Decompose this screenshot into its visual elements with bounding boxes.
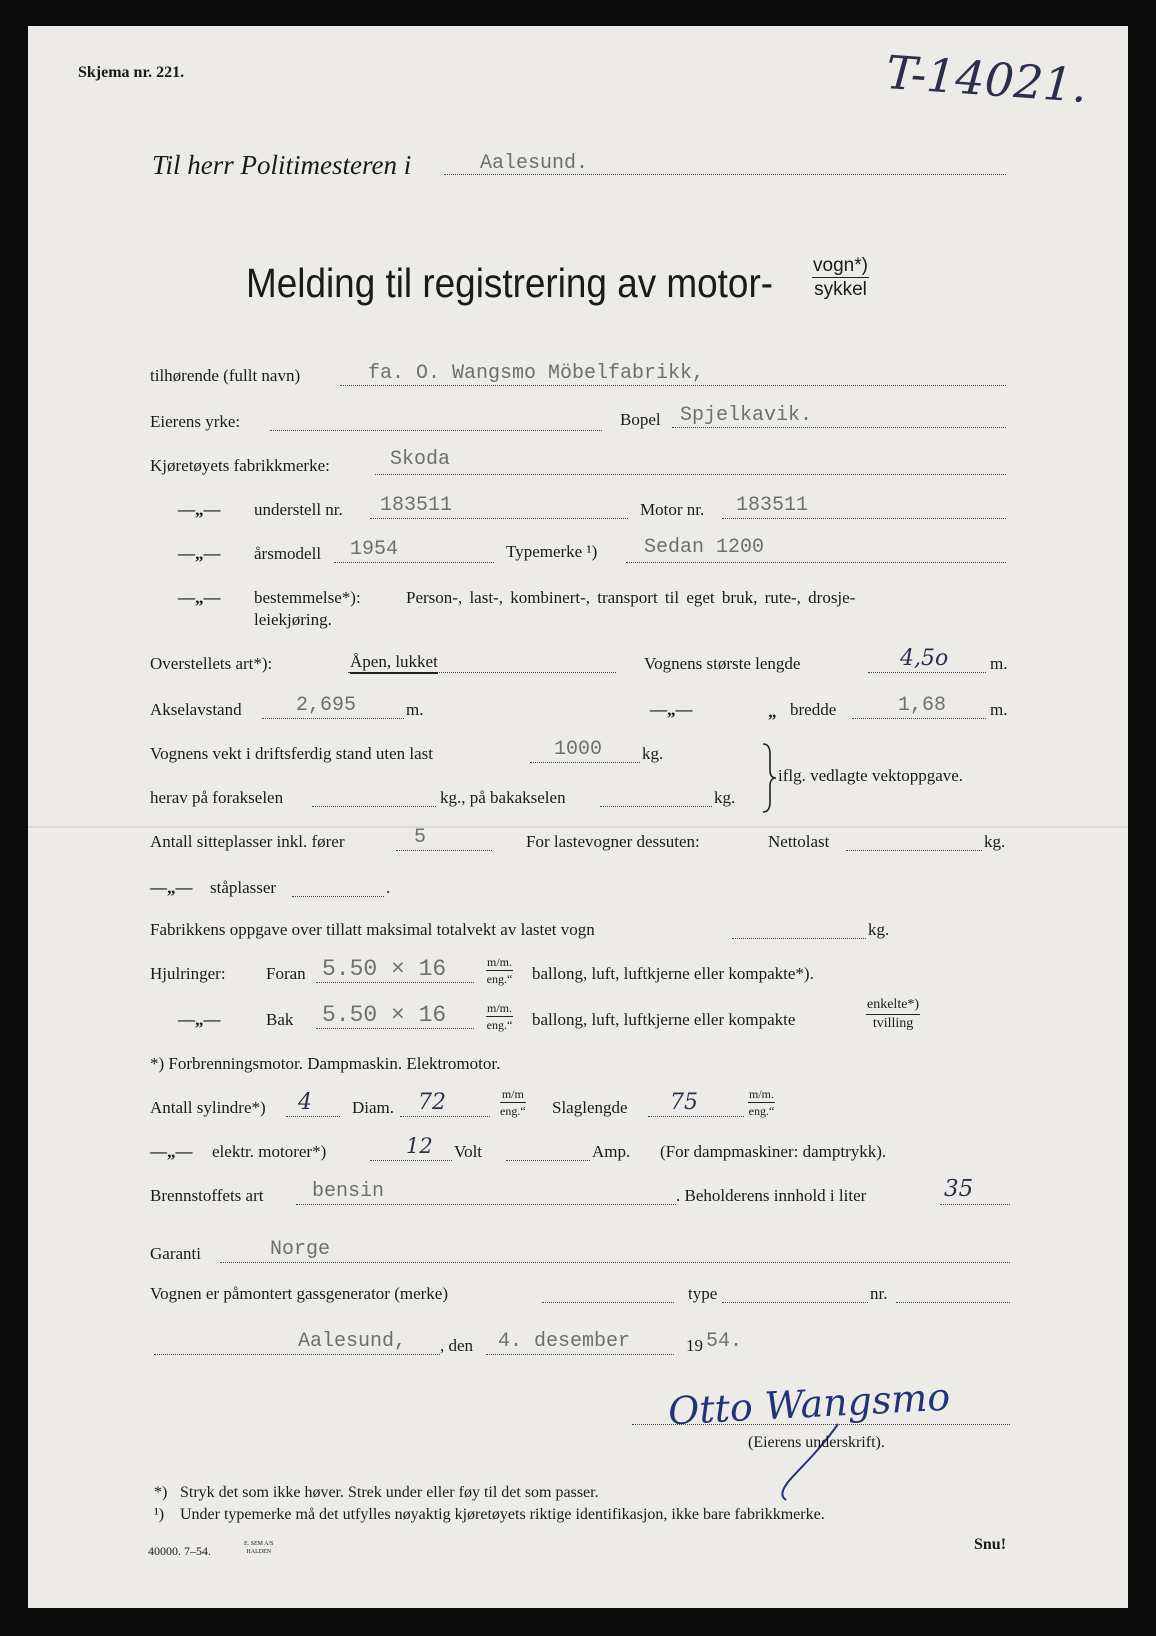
printer-name: E. SEM A/S [244, 1541, 274, 1547]
ditto-width-mark: „ [768, 702, 777, 721]
owner-signature: Otto Wangsmo [667, 1374, 952, 1434]
body-type-label: Overstellets art*): [150, 654, 273, 673]
stroke-unit-top: m/m. [749, 1087, 775, 1101]
occupation-line [270, 430, 602, 431]
type-mark-value: Sedan 1200 [644, 536, 765, 559]
footnote-star-marker: *) [154, 1484, 168, 1501]
tyres-rear-fraction-bottom: tvilling [872, 1016, 914, 1031]
standing-label: ståplasser [210, 878, 277, 897]
tyres-front-value: 5.50 × 16 [322, 956, 447, 982]
tank-label: . Beholderens innhold i liter [676, 1186, 867, 1205]
purpose-options: Person-, last-, kombinert-, transport til eget bruk, rute-, drosje- [406, 588, 856, 607]
warranty-label: Garanti [150, 1244, 201, 1263]
printer-mark [244, 1540, 274, 1556]
form-title: Melding til registrering av motor- [246, 260, 774, 306]
ditto-electric: —„— [150, 1142, 193, 1161]
rear-axle-line [600, 806, 712, 807]
make-value: Skoda [390, 448, 451, 471]
owner-value: fa. O. Wangsmo Möbelfabrikk, [368, 362, 705, 385]
printer-town: HALDEN [246, 1549, 272, 1555]
reference-number: T-14021. [884, 45, 1089, 113]
weight-line [530, 762, 640, 763]
front-axle-label: herav på forakselen [150, 788, 284, 807]
standing-line [292, 896, 384, 897]
owner-line [340, 385, 1006, 386]
net-load-line [846, 850, 982, 851]
lorry-label: For lastevogner dessuten: [526, 832, 700, 851]
weight-label: Vognens vekt i driftsferdig stand uten last [150, 744, 433, 763]
model-year-label: årsmodell [254, 544, 322, 563]
warranty-line [220, 1262, 1010, 1263]
tyres-rear-unit [486, 1002, 513, 1031]
date-line [486, 1354, 674, 1355]
wheelbase-line [262, 718, 404, 719]
tyres-rear-line [316, 1028, 474, 1029]
year-prefix: 19 [686, 1336, 703, 1355]
diameter-unit-top: m/m [501, 1087, 524, 1101]
max-weight-unit: kg. [868, 920, 890, 939]
footnote-one-text: Under typemerke må det utfylles nøyaktig kjøretøyets riktige identifikasjon, ikke bare fabrikkmerke. [180, 1506, 825, 1523]
gas-nr-label: nr. [870, 1284, 888, 1303]
front-axle-unit: kg., på bakakselen [440, 788, 566, 807]
warranty-value: Norge [270, 1238, 331, 1261]
residence-label: Bopel [620, 410, 661, 429]
cylinders-value: 4 [298, 1090, 312, 1115]
gas-generator-label: Vognen er påmontert gassgenerator (merke) [150, 1284, 449, 1303]
title-fraction-top: vogn*) [813, 255, 868, 276]
chassis-value: 183511 [380, 494, 453, 517]
wheelbase-unit: m. [406, 700, 424, 719]
fuel-line [296, 1204, 676, 1205]
tyres-rear-value: 5.50 × 16 [322, 1002, 447, 1028]
make-label: Kjøretøyets fabrikkmerke: [150, 456, 330, 475]
make-line [375, 474, 1006, 475]
occupation-label: Eierens yrke: [150, 412, 241, 431]
ditto-width: —„— [650, 700, 693, 719]
place-value: Aalesund, [298, 1330, 407, 1353]
diameter-line [400, 1116, 490, 1117]
weight-note: iflg. vedlagte vektoppgave. [778, 766, 964, 785]
form-number: Skjema nr. 221. [78, 64, 185, 81]
tyres-rear-label: Bak [266, 1010, 294, 1029]
body-type-options: Åpen, lukket [350, 652, 438, 674]
width-unit: m. [990, 700, 1008, 719]
amp-label: Amp. [592, 1142, 631, 1161]
print-code: 40000. 7–54. [148, 1544, 211, 1558]
signature-caption: (Eierens underskrift). [748, 1434, 885, 1451]
length-line [868, 672, 986, 673]
seats-line [396, 850, 492, 851]
purpose-options-cont: leiekjøring. [254, 610, 332, 629]
motor-line [722, 518, 1006, 519]
owner-label: tilhørende (fullt navn) [150, 366, 301, 385]
volt-value: 12 [406, 1134, 433, 1158]
turn-over: Snu! [974, 1536, 1007, 1553]
max-weight-line [732, 938, 866, 939]
residence-value: Spjelkavik. [680, 404, 813, 427]
tyres-front-unit-top: m/m. [487, 955, 513, 969]
width-value: 1,68 [898, 694, 947, 717]
type-mark-label: Typemerke ¹) [506, 542, 598, 561]
chassis-line [370, 518, 628, 519]
model-year-value: 1954 [350, 538, 399, 561]
diameter-value: 72 [418, 1090, 446, 1115]
engine-types: *) Forbrenningsmotor. Dampmaskin. Elektromotor. [150, 1054, 501, 1073]
weight-value: 1000 [554, 738, 603, 761]
electric-label: elektr. motorer*) [212, 1142, 327, 1161]
tyres-rear-fraction [866, 998, 920, 1031]
seats-label: Antall sitteplasser inkl. fører [150, 832, 345, 851]
motor-value: 183511 [736, 494, 809, 517]
tyres-rear-fraction-top: enkelte*) [866, 998, 920, 1015]
title-fraction [812, 256, 869, 299]
addressee-label: Til herr Politimesteren i [152, 150, 412, 180]
title-fraction-bottom: sykkel [814, 279, 867, 300]
gas-type-line [722, 1302, 868, 1303]
fuel-label: Brennstoffets art [150, 1186, 264, 1205]
tyres-front-unit-bottom: eng.“ [486, 972, 513, 986]
diameter-unit-bottom: eng.“ [500, 1104, 526, 1118]
weight-brace [760, 742, 778, 814]
tyres-label: Hjulringer: [150, 964, 226, 983]
cylinders-line [286, 1116, 340, 1117]
purpose-label: bestemmelse*): [254, 588, 361, 607]
tyres-rear-types: ballong, luft, luftkjerne eller kompakte [532, 1010, 796, 1029]
weight-unit: kg. [642, 744, 664, 763]
rear-axle-unit: kg. [714, 788, 736, 807]
ditto-standing: —„— [150, 878, 193, 897]
diameter-label: Diam. [352, 1098, 395, 1117]
chassis-label: understell nr. [254, 500, 343, 519]
footnote-star-text: Stryk det som ikke høver. Strek under eller føy til det som passer. [180, 1484, 599, 1501]
ditto-model-year: —„— [178, 544, 221, 563]
stroke-unit [748, 1088, 775, 1117]
stroke-line [648, 1116, 744, 1117]
length-label: Vognens største lengde [644, 654, 801, 673]
volt-label: Volt [454, 1142, 483, 1161]
motor-label: Motor nr. [640, 500, 705, 519]
ditto-tyres-rear: —„— [178, 1010, 221, 1029]
tyres-front-unit [486, 956, 513, 985]
fold-crease [28, 826, 1128, 828]
length-unit: m. [990, 654, 1008, 673]
residence-line [672, 427, 1006, 428]
steam-note: (For dampmaskiner: damptrykk). [660, 1142, 887, 1161]
stroke-value: 75 [670, 1090, 698, 1115]
tyres-rear-unit-bottom: eng.“ [486, 1018, 513, 1032]
gas-nr-line [896, 1302, 1010, 1303]
fuel-value: bensin [312, 1180, 385, 1203]
place-line [154, 1354, 440, 1355]
amp-line [506, 1160, 590, 1161]
tyres-front-label: Foran [266, 964, 306, 983]
length-value: 4,5o [900, 646, 949, 671]
max-weight-label: Fabrikkens oppgave over tillatt maksimal totalvekt av lastet vogn [150, 920, 595, 939]
front-axle-line [312, 806, 436, 807]
stroke-unit-bottom: eng.“ [748, 1104, 775, 1118]
width-label: bredde [790, 700, 837, 719]
seats-value: 5 [414, 826, 427, 849]
gas-generator-line [542, 1302, 674, 1303]
tyres-front-line [316, 982, 474, 983]
ditto-purpose: —„— [178, 588, 221, 607]
addressee-value: Aalesund. [480, 152, 589, 175]
ditto-chassis: —„— [178, 500, 221, 519]
type-mark-line [626, 562, 1006, 563]
tank-line [940, 1204, 1010, 1205]
gas-type-label: type [688, 1284, 718, 1303]
model-year-line [334, 562, 494, 563]
net-load-label: Nettolast [768, 832, 830, 851]
tank-value: 35 [944, 1176, 974, 1202]
den-label: , den [440, 1336, 474, 1355]
width-line [852, 718, 986, 719]
footnote-one-marker: ¹) [154, 1506, 165, 1523]
wheelbase-value: 2,695 [296, 694, 357, 717]
volt-line [370, 1160, 452, 1161]
stroke-label: Slaglengde [552, 1098, 628, 1117]
year-suffix: 54. [706, 1330, 743, 1353]
wheelbase-label: Akselavstand [150, 700, 242, 719]
date-value: 4. desember [498, 1330, 631, 1353]
standing-suffix: . [386, 878, 391, 897]
diameter-unit [500, 1088, 526, 1117]
tyres-rear-unit-top: m/m. [487, 1001, 513, 1015]
cylinders-label: Antall sylindre*) [150, 1098, 266, 1117]
net-load-unit: kg. [984, 832, 1006, 851]
tyres-front-types: ballong, luft, luftkjerne eller kompakte*). [532, 964, 814, 983]
